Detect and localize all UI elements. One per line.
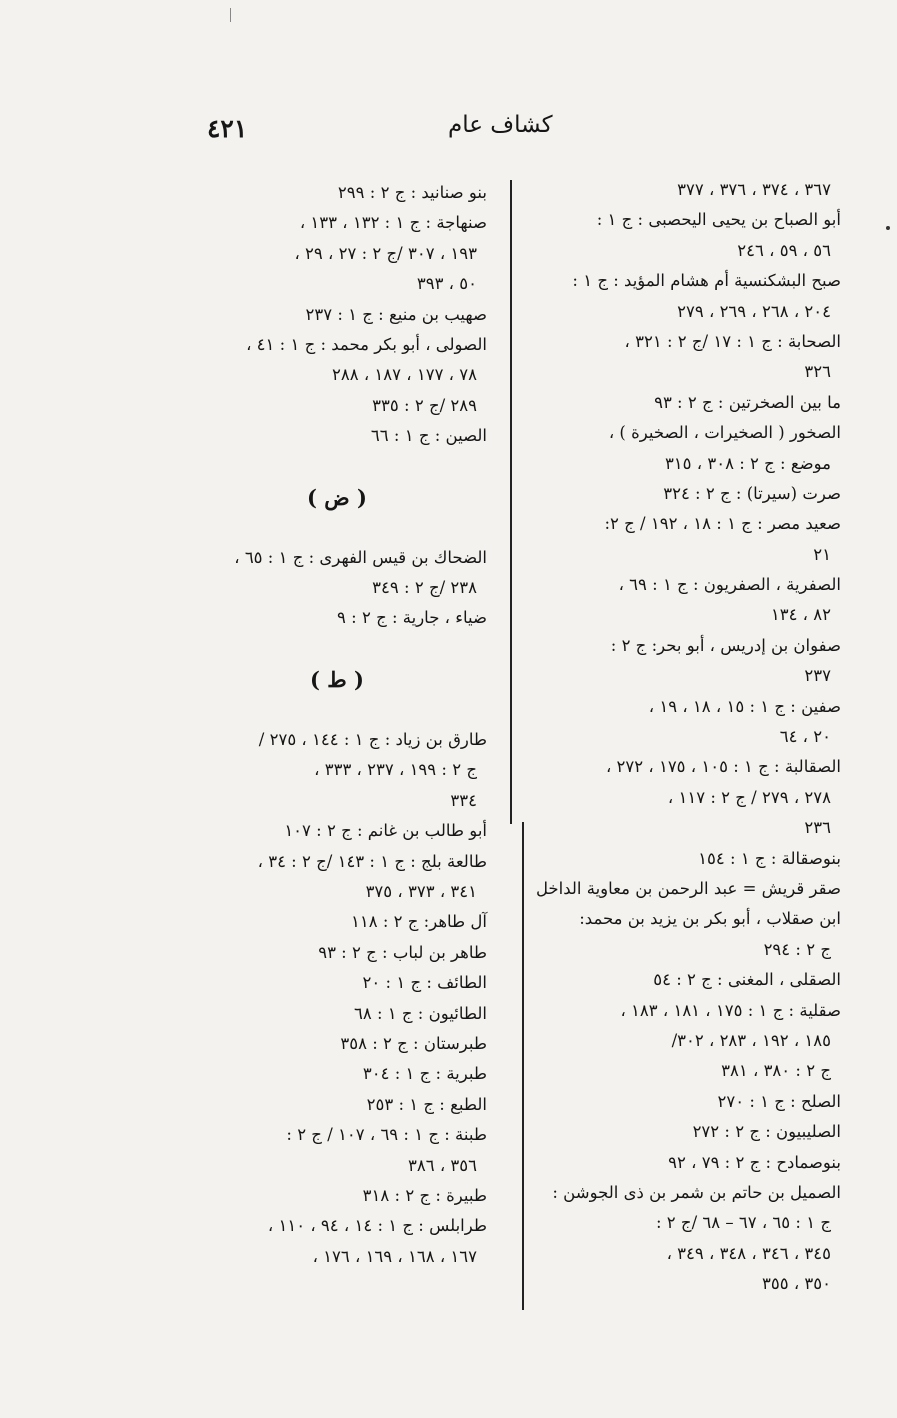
index-entry: طبنة : ج ١ : ٦٩ ، ١٠٧ / ج ٢ : — [286, 1125, 487, 1145]
index-entry: بنوصمادح : ج ٢ : ٧٩ ، ٩٢ — [668, 1152, 841, 1172]
index-continuation-line: ٣٢٦ — [804, 362, 831, 382]
index-entry: الضحاك بن قيس الفهرى : ج ١ : ٦٥ ، — [234, 547, 487, 567]
index-entry: صعيد مصر : ج ١ : ١٨ ، ١٩٢ / ج ٢: — [604, 514, 841, 534]
index-entry: طبرستان : ج ٢ : ٣٥٨ — [340, 1033, 487, 1053]
index-entry: الطبع : ج ١ : ٢٥٣ — [366, 1094, 487, 1114]
index-continuation-line: ج ١ : ٦٥ ، ٦٧ – ٦٨ /ج ٢ : — [655, 1213, 831, 1233]
index-continuation-line: ٢١ — [813, 544, 831, 564]
index-continuation-line: ٢٣٧ — [804, 666, 831, 686]
index-entry: أبو الصباح بن يحيى اليحصبى : ج ١ : — [596, 210, 841, 230]
index-continuation-line: ج ٢ : ٣٨٠ ، ٣٨١ — [721, 1061, 831, 1081]
index-entry: الطائيون : ج ١ : ٦٨ — [353, 1003, 487, 1023]
index-continuation-line: ج ٢ : ١٩٩ ، ٢٣٧ ، ٣٣٣ ، — [314, 760, 477, 780]
index-continuation-line: ٣٥٠ ، ٣٥٥ — [761, 1274, 831, 1294]
index-continuation-line: ٥٦ ، ٥٩ ، ٢٤٦ — [737, 240, 831, 260]
column-divider — [510, 180, 512, 824]
section-letter-heading: ( ط ) — [310, 666, 364, 692]
index-entry: آل طاهر: ج ٢ : ١١٨ — [350, 912, 487, 932]
index-entry: صفوان بن إدريس ، أبو بحر: ج ٢ : — [610, 635, 841, 655]
index-entry: طارق بن زياد : ج ١ : ١٤٤ ، ٢٧٥ / — [258, 730, 487, 750]
page-title: كشاف عام — [448, 112, 553, 138]
index-continuation-line: ٣٦٧ ، ٣٧٤ ، ٣٧٦ ، ٣٧٧ — [677, 180, 831, 199]
index-entry: ما بين الصخرتين : ج ٢ : ٩٣ — [654, 392, 841, 412]
index-continuation-line: ٢٣٨ /ج ٢ : ٣٤٩ — [372, 578, 477, 598]
index-entry: طبيرة : ج ٢ : ٣١٨ — [362, 1185, 487, 1205]
index-entry: الصفرية ، الصفريون : ج ١ : ٦٩ ، — [618, 575, 841, 595]
index-entry: بنو صنانيد : ج ٢ : ٢٩٩ — [337, 183, 487, 202]
index-entry: بنوصقالة : ج ١ : ١٥٤ — [698, 848, 841, 868]
index-entry: صنهاجة : ج ١ : ١٣٢ ، ١٣٣ ، — [299, 213, 487, 233]
index-continuation-line: ١٩٣ ، ٣٠٧ /ج ٢ : ٢٧ ، ٢٩ ، — [294, 243, 477, 263]
index-continuation-line: ٢٠ ، ٦٤ — [779, 727, 831, 747]
index-continuation-line: ١٦٧ ، ١٦٨ ، ١٦٩ ، ١٧٦ ، — [312, 1246, 477, 1266]
index-entry: الصلح : ج ١ : ٢٧٠ — [717, 1091, 841, 1111]
index-entry: طرابلس : ج ١ : ١٤ ، ٩٤ ، ١١٠ ، — [267, 1216, 487, 1236]
index-entry: صهيب بن منيع : ج ١ : ٢٣٧ — [305, 304, 487, 324]
index-column-right — [511, 175, 841, 1299]
index-entry: الصميل بن حاتم بن شمر بن ذى الجوشن : — [552, 1182, 841, 1202]
index-continuation-line: ٣٤١ ، ٣٧٣ ، ٣٧٥ — [365, 882, 477, 902]
index-entry: أبو طالب بن غانم : ج ٢ : ١٠٧ — [284, 821, 487, 841]
page-number: ٤٢١ — [207, 114, 248, 143]
index-entry: الصليبيون : ج ٢ : ٢٧٢ — [692, 1122, 841, 1142]
index-entry: طاهر بن لباب : ج ٢ : ٩٣ — [318, 942, 487, 962]
index-continuation-line: ٢٣٦ — [804, 818, 831, 838]
index-entry: الطائف : ج ١ : ٢٠ — [362, 973, 487, 993]
index-continuation-line: ٢٧٨ ، ٢٧٩ / ج ٢ : ١١٧ ، — [667, 787, 831, 807]
section-letter-heading: ( ض ) — [307, 484, 367, 510]
index-column-left — [187, 178, 487, 1272]
index-continuation-line: موضع : ج ٢ : ٣٠٨ ، ٣١٥ — [664, 453, 831, 473]
index-entry: صقر قريش = عبد الرحمن بن معاوية الداخل — [535, 878, 841, 898]
index-continuation-line: ٣٤٥ ، ٣٤٦ ، ٣٤٨ ، ٣٤٩ ، — [666, 1243, 831, 1263]
index-entry: ضياء ، جارية : ج ٢ : ٩ — [337, 608, 487, 628]
index-entry: الصقالبة : ج ١ : ١٠٥ ، ١٧٥ ، ٢٧٢ ، — [605, 757, 841, 777]
index-continuation-line: ٣٥٦ ، ٣٨٦ — [407, 1155, 477, 1175]
index-entry: طبرية : ج ١ : ٣٠٤ — [362, 1064, 487, 1084]
index-entry: صقلية : ج ١ : ١٧٥ ، ١٨١ ، ١٨٣ ، — [620, 1000, 841, 1020]
index-continuation-line: ١٨٥ ، ١٩٢ ، ٢٨٣ ، ٣٠٢/ — [671, 1030, 831, 1050]
column-divider — [522, 822, 524, 1310]
index-continuation-line: ٧٨ ، ١٧٧ ، ١٨٧ ، ٢٨٨ — [332, 365, 477, 385]
index-entry: طالعة بلج : ج ١ : ١٤٣ /ج ٢ : ٣٤ ، — [257, 851, 487, 871]
index-entry: ابن صقلاب ، أبو بكر بن يزيد بن محمد: — [579, 909, 841, 929]
index-entry: الصخور ( الصخيرات ، الصخيرة ) ، — [608, 423, 841, 443]
index-continuation-line: ٢٨٩ /ج ٢ : ٣٣٥ — [372, 395, 477, 415]
index-entry: الصولى ، أبو بكر محمد : ج ١ : ٤١ ، — [246, 334, 487, 354]
index-entry: صفين : ج ١ : ١٥ ، ١٨ ، ١٩ ، — [648, 696, 841, 716]
index-continuation-line: ج ٢ : ٢٩٤ — [763, 939, 831, 959]
index-continuation-line: ٨٢ ، ١٣٤ — [770, 605, 831, 625]
index-entry: صرت (سيرتا) : ج ٢ : ٣٢٤ — [663, 483, 841, 503]
index-continuation-line: ٥٠ ، ٣٩٣ — [416, 274, 477, 294]
index-entry: صبح البشكنسية أم هشام المؤيد : ج ١ : — [572, 271, 841, 291]
margin-dot — [886, 226, 890, 230]
index-continuation-line: ٣٣٤ — [450, 790, 477, 810]
index-entry: الصقلى ، المغنى : ج ٢ : ٥٤ — [653, 970, 841, 990]
index-continuation-line: ٢٠٤ ، ٢٦٨ ، ٢٦٩ ، ٢٧٩ — [677, 301, 831, 321]
index-entry: الصحابة : ج ١ : ١٧ /ج ٢ : ٣٢١ ، — [624, 331, 841, 351]
index-entry: الصين : ج ١ : ٦٦ — [370, 426, 487, 446]
scan-mark — [230, 8, 231, 22]
